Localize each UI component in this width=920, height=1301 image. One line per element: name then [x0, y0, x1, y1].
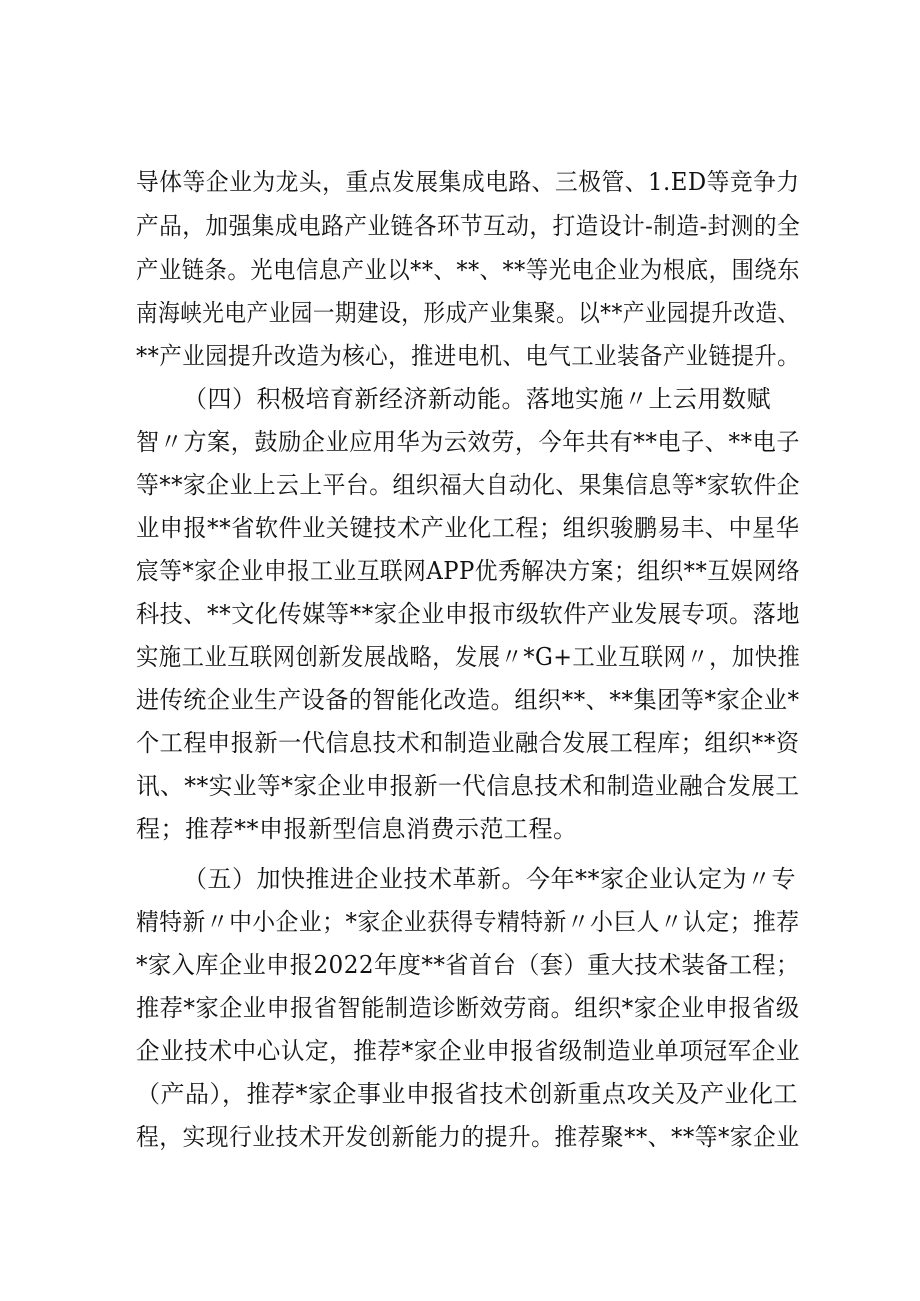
paragraph-line: 产业链条。光电信息产业以**、**、**等光电企业为根底，围绕东 — [136, 256, 800, 284]
paragraph-line: 企业技术中心认定，推荐*家企业申报省级制造业单项冠军企业 — [136, 1037, 800, 1065]
paragraph-line: 进传统企业生产设备的智能化改造。组织**、**集团等*家企业* — [136, 686, 800, 714]
paragraph-line: **产业园提升改造为核心，推进电机、电气工业装备产业链提升。 — [136, 342, 800, 370]
paragraph-line: 等**家企业上云上平台。组织福大自动化、果集信息等*家软件企 — [136, 471, 800, 499]
section-heading-line: （五）加快推进企业技术革新。今年**家企业认定为〃专 — [183, 865, 796, 893]
paragraph-line: *家入库企业申报2022年度**省首台（套）重大技术装备工程； — [136, 951, 800, 979]
paragraph-line: 科技、**文化传媒等**家企业申报市级软件产业发展专项。落地 — [136, 600, 800, 628]
paragraph-line: （产品），推荐*家企事业申报省技术创新重点攻关及产业化工 — [136, 1080, 798, 1108]
paragraph-line: 南海峡光电产业园一期建设，形成产业集聚。以**产业园提升改造、 — [136, 299, 800, 327]
paragraph-line: 精特新〃中小企业；*家企业获得专精特新〃小巨人〃认定；推荐 — [136, 908, 800, 936]
paragraph-line: 宸等*家企业申报工业互联网APP优秀解决方案；组织**互娱网络 — [136, 557, 801, 585]
paragraph-line: 讯、**实业等*家企业申报新一代信息技术和制造业融合发展工 — [136, 772, 800, 800]
paragraph-line: 智〃方案，鼓励企业应用华为云效劳，今年共有**电子、**电子 — [136, 428, 800, 456]
paragraph-line: 程；推荐**申报新型信息消费示范工程。 — [136, 815, 578, 843]
paragraph-line: 个工程申报新一代信息技术和制造业融合发展工程库；组织**资 — [136, 729, 800, 757]
paragraph-line: 业申报**省软件业关键技术产业化工程；组织骏鹏易丰、中星华 — [136, 514, 800, 542]
paragraph-line: 推荐*家企业申报省智能制造诊断效劳商。组织*家企业申报省级 — [136, 994, 800, 1022]
paragraph-line: 导体等企业为龙头，重点发展集成电路、三极管、1.ED等竞争力 — [136, 168, 800, 196]
section-heading-line: （四）积极培育新经济新动能。落地实施〃上云用数赋 — [183, 385, 771, 413]
paragraph-line: 程，实现行业技术开发创新能力的提升。推荐聚**、**等*家企业 — [136, 1123, 800, 1151]
paragraph-line: 实施工业互联网创新发展战略，发展〃*G+工业互联网〃，加快推 — [136, 643, 801, 671]
paragraph-line: 产品，加强集成电路产业链各环节互动，打造设计-制造-封测的全 — [136, 212, 801, 240]
